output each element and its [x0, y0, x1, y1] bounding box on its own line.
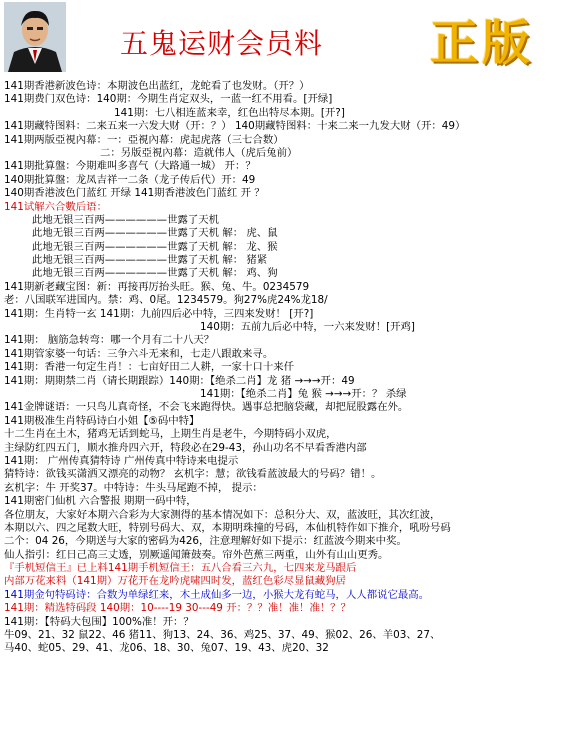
- text-line: 十二生肖在土木，猪鸡无话到蛇马，上期生肖是老牛，今期特码小双虎，: [4, 428, 337, 441]
- text-line: 141期：生肖特一玄 141期：九前四后必中特，三四来发财！ [开?]: [4, 307, 314, 320]
- text-line: 猜特诗：欲钱买潇洒又漂亮的动物？ 玄机字：慧；欲钱看蓝波最大的号码？错！。: [4, 468, 382, 481]
- text-line: 141期费门双色诗：140期：今期生肖定双头，一蓝一红不用看。[开绿]: [4, 93, 333, 106]
- text-line: 二：另版亞視內幕：造就伟人（虎后兔前）: [100, 146, 298, 159]
- text-line: 老：八国联军进国内。禁：鸡、0尾。1234579。狗27%虎24%龙18/: [4, 294, 328, 307]
- page-title: 五鬼运财会员料: [120, 27, 324, 60]
- text-line: 141期极准生肖特码诗白小姐【⑤码中特】: [4, 414, 200, 427]
- text-line: 141期：精选特码段 140期：10----19 30---49 开：？？准！准！准！？？: [4, 602, 351, 615]
- text-line: 141金牌谜语：一只鸟儿真奇怪，不会飞来跑得快。遇事总把脑袋藏，却把屁股露在外。: [4, 401, 409, 414]
- text-line: 141期藏特图料：二来五来一六发大财（开：？） 140期藏特图料：十来二来一九发大财（开：49）: [4, 120, 466, 133]
- text-line: 马40、蛇05、29、41、龙06、18、30、兔07、19、43、虎20、32: [4, 642, 329, 655]
- text-line: 内部万花来料（141期）万花开在龙吟虎啸四时发，蓝红色彩尽显鼠藏狗居: [4, 575, 346, 588]
- text-line: 主绿防红四五门，顺水推舟四六开，特段必在29-43，孙山功名不早看香港内部: [4, 441, 367, 454]
- avatar: [4, 2, 66, 72]
- text-line: 此地无银三百两——————世露了天机 解： 猪紧: [32, 254, 268, 267]
- text-line: 140期：五前九后必中特，一六来发财！[开鸡]: [200, 321, 415, 334]
- text-line: 此地无银三百两——————世露了天机: [32, 213, 220, 226]
- text-line: 此地无银三百两——————世露了天机 解： 龙、猴: [32, 240, 278, 253]
- text-line: 二个：04 26，今期送与大家的密码为426，注意理解好如下提示：红蓝波今期来中奖。: [4, 535, 407, 548]
- text-line: 141期密门仙机 六合警报 期期一码中特，: [4, 495, 197, 508]
- text-line: 141期：香港一句定生肖！：七亩好田二人耕，一家十口十来仟: [4, 361, 294, 374]
- text-line: 141期两版亞視內幕：一：亞視內幕：虎起虎落（三七合数）: [4, 133, 284, 146]
- text-line: 141期管家婆一句话：三争六斗无来和，七走八跟敢来寻。: [4, 347, 274, 360]
- text-line: 141期批算盤：今期难叫多喜气（大路通一城） 开：？: [4, 160, 256, 173]
- text-line: 141试解六合數后语：: [4, 200, 107, 213]
- text-line: 141期：期期禁二肖（请长期跟踪）140期：【绝杀二肖】龙 猪 →→→开：49: [4, 374, 355, 387]
- text-line: 141期： 脑筋急转弯：哪一个月有二十八天？: [4, 334, 215, 347]
- text-line: 141期新老藏宝图：新：再接再厉抬头旺。猴、兔、牛。0234579: [4, 280, 310, 293]
- text-line: 141期：【绝杀二肖】兔 猴 →→→开：？ 杀绿: [200, 387, 407, 400]
- text-line: 141期：七八相连蓝来幸，红色出特尽本期。[开?]: [114, 106, 345, 119]
- text-line: 140期香港波色门蓝红 开绿 141期香港波色门蓝红 开 ？: [4, 187, 265, 200]
- article-body: [4, 80, 560, 656]
- text-line: 各位朋友，大家好本期六合彩为大家测得的基本情况如下：总积分大、双，蓝波旺，其次红波，: [4, 508, 441, 521]
- text-line: 仙人指引：红日己高三丈透，别厥遥闻箫鼓奏。帘外芭蕉三两重，山外有山山更秀。: [4, 548, 389, 561]
- text-line: 本期以六、四之尾数大旺，特别号码大、双，本期明珠撞的号码，本仙机特作如下推介，吼吩号码: [4, 521, 451, 534]
- text-line: 此地无银三百两——————世露了天机 解： 鸡、狗: [32, 267, 278, 280]
- text-line: 牛09、21、32 鼠22、46 猪11、狗13、24、36、鸡25、37、49、猴02、26、羊03、27、: [4, 629, 441, 642]
- text-line: 『手机短信王』已上料141期手机短信王：五八合看三六九，七四来龙马跟后: [4, 562, 357, 575]
- header: [0, 0, 566, 74]
- text-line: 140期批算盤：龙凤吉祥一二条（龙子传后代）开：49: [4, 173, 256, 186]
- avatar-portrait-icon: [4, 2, 66, 72]
- text-line: 玄机字：牛 开奖37。中特诗：牛头马尾跑不掉， 提示：: [4, 481, 263, 494]
- text-line: 141期： 广州传真猜特诗 广州传真中特诗来电提示: [4, 454, 239, 467]
- text-line: 141期香港新波色诗：本期波色出蓝红，龙蛇看了也发财。（开？）: [4, 80, 310, 92]
- text-line: 此地无银三百两——————世露了天机 解： 虎、鼠: [32, 227, 278, 240]
- text-line: 141期：【特码大包围】100%准！开：？: [4, 615, 194, 628]
- text-line: 141期金句特码诗：合数为单绿红来，木土成仙多一边，小猴大龙有蛇马，人人都说它最高。: [4, 588, 430, 601]
- genuine-badge: 正版: [430, 15, 535, 71]
